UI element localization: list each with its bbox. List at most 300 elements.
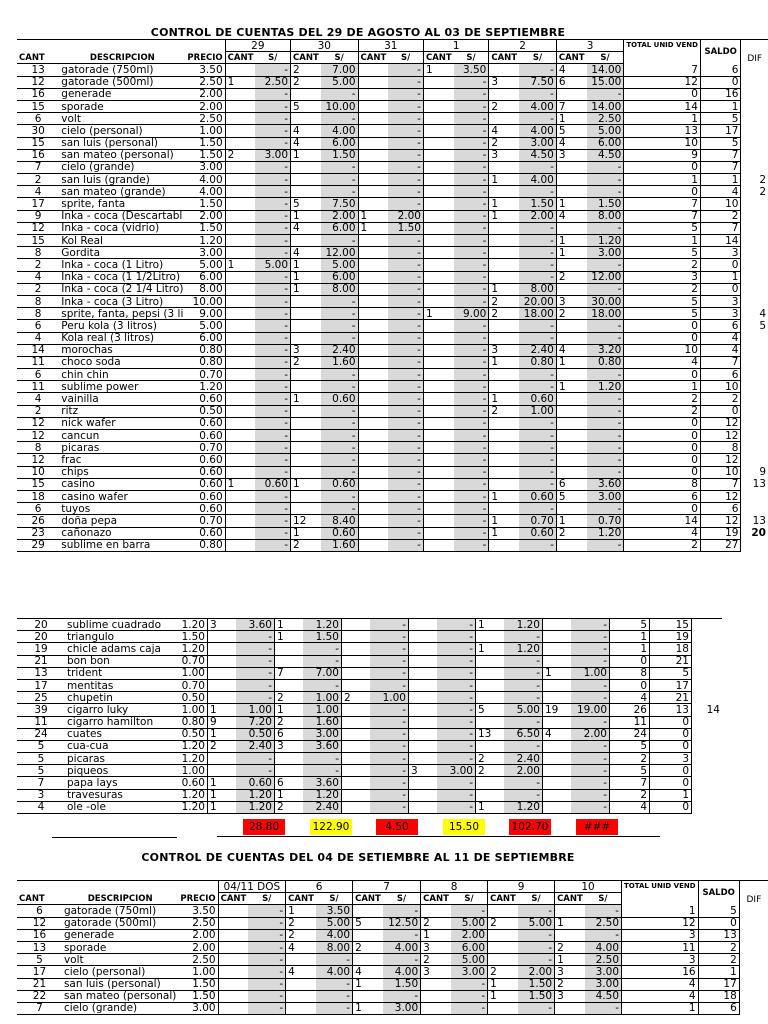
total-unid-vend: 3 (624, 271, 701, 283)
day4-amount: 5.00 (451, 954, 488, 966)
total-unid-vend: 5 (624, 308, 701, 320)
day-header-4: 8 (421, 881, 488, 893)
precio: 1.50 (178, 978, 218, 990)
day4-amount: - (437, 667, 476, 679)
total-unid-vend: 4 (624, 527, 701, 539)
day5-cant (489, 222, 519, 234)
day3-amount: - (370, 765, 409, 777)
day2-cant: 2 (291, 356, 321, 368)
saldo: 2 (700, 393, 741, 405)
saldo: 17 (698, 978, 739, 990)
descripcion: Inka - coca (1 Litro) (59, 259, 185, 271)
day2-cant: 2 (291, 64, 321, 76)
day2-cant: 4 (286, 941, 316, 953)
day2-cant: 3 (275, 740, 304, 752)
day2-amount: - (321, 332, 358, 344)
day1-amount: - (236, 643, 275, 655)
day4-cant (423, 344, 453, 356)
day4-cant (423, 393, 453, 405)
day4-amount: - (451, 1002, 488, 1014)
day4-amount: - (451, 978, 488, 990)
day1-amount: - (255, 235, 290, 247)
day1-amount: - (236, 765, 275, 777)
dif (741, 247, 768, 259)
saldo: 17 (700, 125, 741, 137)
descripcion: Gordita (59, 247, 185, 259)
day6-amount: 6.00 (587, 137, 624, 149)
day4-amount: - (454, 113, 489, 125)
day1-cant (225, 174, 255, 186)
day2-cant (291, 417, 321, 429)
total-unid-vend: 4 (622, 978, 699, 990)
day1-cant: 2 (208, 740, 237, 752)
day1-cant (225, 283, 255, 295)
descripcion: cancun (59, 430, 185, 442)
descripcion: cigarro luky (65, 704, 176, 716)
day1-cant (218, 929, 248, 941)
day5-cant (489, 247, 519, 259)
day1-amount: - (255, 430, 290, 442)
total-unid-vend: 1 (622, 1002, 699, 1014)
dif: 9 (759, 466, 766, 479)
stock-cant: 3 (17, 789, 65, 801)
day2-amount: - (316, 978, 353, 990)
saldo: 6 (698, 1002, 739, 1014)
day6-cant: 5 (556, 125, 586, 137)
day4-amount: - (454, 222, 489, 234)
stock-cant: 24 (17, 728, 65, 740)
day5-amount: - (518, 1002, 555, 1014)
precio: 10.00 (185, 295, 225, 307)
day2-amount: - (303, 655, 342, 667)
day1-amount: - (255, 320, 290, 332)
day1-amount: - (255, 515, 290, 527)
day2-cant (291, 454, 321, 466)
descripcion: Kola real (3 litros) (59, 332, 185, 344)
saldo: 13 (650, 704, 692, 716)
precio: 0.50 (185, 405, 225, 417)
day3-cant (358, 235, 388, 247)
day1-cant (218, 978, 248, 990)
day2-cant: 1 (291, 527, 321, 539)
day4-cant (409, 801, 438, 813)
day1-amount: - (255, 113, 290, 125)
day3-cant (342, 667, 371, 679)
saldo: 4 (700, 186, 741, 198)
day4-cant (423, 405, 453, 417)
day6-cant (543, 716, 572, 728)
total-unid-vend: 5 (624, 222, 701, 234)
day4-cant (423, 478, 453, 490)
precio: 1.50 (178, 990, 218, 1002)
descripcion: ritz (59, 405, 185, 417)
precio: 1.20 (176, 619, 208, 631)
day5-cant (476, 789, 505, 801)
day3-amount: - (388, 64, 423, 76)
day6-cant (556, 405, 586, 417)
day1-amount: - (255, 271, 290, 283)
descripcion: cielo (personal) (59, 125, 185, 137)
day6-cant (556, 283, 586, 295)
day5-cant (489, 466, 519, 478)
day2-cant: 6 (275, 728, 304, 740)
day2-cant (291, 186, 321, 198)
day5-cant (488, 954, 518, 966)
day3-amount: - (383, 929, 421, 941)
table-row (17, 728, 722, 740)
dif (741, 356, 768, 368)
day5-amount: - (519, 235, 556, 247)
saldo: 10 (700, 198, 741, 210)
descripcion: choco soda (59, 356, 185, 368)
day2-amount: 4.00 (316, 966, 353, 978)
descripcion: triangulo (65, 631, 176, 643)
day5-amount: 4.00 (519, 125, 556, 137)
dif-header: DIF (741, 40, 768, 64)
total-unid-vend: 5 (624, 247, 701, 259)
dif (741, 283, 768, 295)
dif (741, 393, 768, 405)
day1-amount: 0.60 (236, 777, 275, 789)
day-header-6: 3 (556, 40, 624, 52)
day1-cant (225, 64, 255, 76)
day3-cant (342, 704, 371, 716)
day6-amount: - (587, 186, 624, 198)
day6-amount: 2.50 (587, 113, 624, 125)
saldo: 3 (700, 308, 741, 320)
saldo: 7 (700, 149, 741, 161)
day-amount-header: S/ (383, 893, 421, 905)
precio: 3.00 (178, 1002, 218, 1014)
day6-amount: 12.00 (587, 271, 624, 283)
day4-cant (409, 716, 438, 728)
day5-amount: 0.80 (519, 356, 556, 368)
saldo: 1 (700, 100, 741, 112)
day4-amount: - (454, 466, 489, 478)
day5-cant (489, 454, 519, 466)
day3-amount: - (370, 740, 409, 752)
dif (741, 235, 768, 247)
day5-amount: - (504, 667, 543, 679)
table-row (17, 174, 768, 186)
saldo: 13 (698, 929, 739, 941)
day2-amount: - (321, 417, 358, 429)
day6-amount: - (571, 753, 610, 765)
day3-amount: - (388, 503, 423, 515)
total-unid-vend: 13 (624, 125, 701, 137)
precio: 1.20 (176, 740, 208, 752)
day2-amount: - (321, 161, 358, 173)
precio: 3.00 (185, 161, 225, 173)
daily-totals-row (0, 817, 768, 839)
saldo: 1 (700, 174, 741, 186)
day5-amount: 3.00 (519, 137, 556, 149)
total-unid-vend: 0 (624, 161, 701, 173)
stock-cant: 16 (17, 149, 59, 161)
day1-cant (218, 917, 248, 929)
descripcion: cielo (grande) (62, 1002, 178, 1014)
descripcion: picaras (59, 442, 185, 454)
day4-cant (423, 430, 453, 442)
saldo: 19 (700, 527, 741, 539)
descripcion: san mateo (personal) (63, 990, 177, 1003)
day1-amount: - (255, 198, 290, 210)
day5-amount: - (518, 954, 555, 966)
day4-amount: - (454, 417, 489, 429)
day5-cant (489, 332, 519, 344)
precio: 0.80 (185, 356, 225, 368)
table-row (17, 527, 768, 539)
day2-cant: 3 (291, 344, 321, 356)
day1-amount: - (255, 454, 290, 466)
day5-amount: - (519, 64, 556, 76)
descripcion: frac (59, 454, 185, 466)
day-header-5: 9 (488, 881, 555, 893)
stock-cant: 11 (17, 716, 65, 728)
day6-amount: - (571, 716, 610, 728)
day3-amount: - (388, 490, 423, 502)
day2-amount: 1.00 (303, 704, 342, 716)
dif: 2 (759, 185, 766, 198)
day6-amount: 19.00 (571, 704, 610, 716)
precio: 0.60 (185, 490, 225, 502)
day6-cant: 3 (555, 966, 585, 978)
day4-cant (421, 978, 451, 990)
totals-underline (217, 836, 660, 837)
day4-amount: - (454, 247, 489, 259)
day-cant-header: CANT (489, 52, 519, 64)
day6-amount: 3.00 (585, 966, 622, 978)
day3-cant: 1 (358, 222, 388, 234)
day3-cant (358, 503, 388, 515)
day6-amount: 30.00 (587, 295, 624, 307)
day5-cant: 1 (489, 210, 519, 222)
dif (741, 381, 768, 393)
day3-cant (358, 405, 388, 417)
day1-amount: - (248, 1002, 285, 1014)
day-cant-header: CANT (218, 893, 248, 905)
precio: 0.70 (185, 369, 225, 381)
total-unid-vend: 5 (610, 619, 650, 631)
day6-cant: 2 (555, 941, 585, 953)
day-amount-header: S/ (519, 52, 556, 64)
day3-amount: - (388, 405, 423, 417)
saldo: 12 (700, 490, 741, 502)
stock-cant: 2 (17, 283, 59, 295)
day4-cant (423, 235, 453, 247)
day1-cant: 1 (208, 777, 237, 789)
day2-amount: - (321, 430, 358, 442)
day6-amount: - (587, 369, 624, 381)
dif (741, 198, 768, 210)
table-row (17, 905, 768, 917)
day1-amount: 1.00 (236, 704, 275, 716)
table-row (17, 765, 722, 777)
day-cant-header: CANT (556, 52, 586, 64)
precio: 2.00 (185, 100, 225, 112)
day2-cant: 5 (291, 100, 321, 112)
day2-cant: 2 (291, 539, 321, 551)
section-2-title: CONTROL DE CUENTAS DEL 04 DE SETIEMBRE AL 11 DE SEPTIEMBRE (141, 851, 575, 864)
day6-cant (543, 740, 572, 752)
day6-amount: - (587, 259, 624, 271)
day5-cant (489, 320, 519, 332)
signature-line (52, 837, 177, 838)
day1-amount: - (255, 369, 290, 381)
saldo: 1 (650, 789, 692, 801)
precio: 1.00 (176, 667, 208, 679)
day6-cant (543, 631, 572, 643)
stock-cant: 2 (17, 259, 59, 271)
dif (739, 1002, 768, 1014)
day3-cant (358, 137, 388, 149)
day5-cant: 2 (488, 917, 518, 929)
day5-cant: 2 (476, 765, 505, 777)
dif (741, 113, 768, 125)
precio: 0.70 (185, 515, 225, 527)
day5-cant: 4 (489, 125, 519, 137)
day2-cant (291, 113, 321, 125)
day4-cant (409, 692, 438, 704)
descripcion: papa lays (65, 777, 176, 789)
day5-cant (489, 417, 519, 429)
dif (692, 801, 723, 813)
day6-cant: 4 (556, 137, 586, 149)
day4-cant (409, 704, 438, 716)
day2-amount: - (321, 295, 358, 307)
day3-amount: - (388, 369, 423, 381)
day5-amount: 7.50 (519, 76, 556, 88)
total-unid-vend: 26 (610, 704, 650, 716)
saldo: 18 (698, 990, 739, 1002)
table-row (17, 369, 768, 381)
stock-cant: 2 (17, 405, 59, 417)
day6-amount: 3.00 (587, 247, 624, 259)
day4-cant (423, 369, 453, 381)
table-row (17, 1002, 768, 1014)
stock-cant: 19 (17, 643, 65, 655)
descripcion: generade (59, 88, 185, 100)
day5-amount: 1.00 (519, 405, 556, 417)
day5-amount: - (519, 369, 556, 381)
day4-amount: - (437, 655, 476, 667)
day6-amount: - (587, 174, 624, 186)
stock-cant: 17 (17, 679, 65, 691)
day6-cant (556, 320, 586, 332)
stock-cant: 8 (17, 247, 59, 259)
day3-cant: 1 (353, 1002, 383, 1014)
day2-amount: 8.00 (321, 283, 358, 295)
stock-cant: 6 (17, 369, 59, 381)
day2-cant (291, 503, 321, 515)
table-row (17, 210, 768, 222)
day3-cant (358, 308, 388, 320)
day5-cant (476, 740, 505, 752)
day5-cant (489, 478, 519, 490)
day2-cant (275, 643, 304, 655)
day5-amount: 8.00 (519, 283, 556, 295)
day6-cant: 2 (555, 978, 585, 990)
day2-amount: - (321, 174, 358, 186)
stock-cant: 39 (17, 704, 65, 716)
day2-amount: 0.60 (321, 393, 358, 405)
day1-amount: 2.40 (236, 740, 275, 752)
day2-cant: 1 (291, 259, 321, 271)
day1-amount: 2.50 (255, 76, 290, 88)
day2-amount: 0.60 (321, 527, 358, 539)
table-row (17, 430, 768, 442)
day-cant-header: CANT (291, 52, 321, 64)
saldo: 5 (698, 905, 739, 917)
day6-cant (556, 503, 586, 515)
day2-amount: - (303, 679, 342, 691)
day3-amount: - (370, 753, 409, 765)
day2-amount: - (321, 186, 358, 198)
total-unid-vend: 0 (624, 442, 701, 454)
descripcion: cuates (65, 728, 176, 740)
stock-cant: 21 (17, 655, 65, 667)
stock-cant: 14 (17, 344, 59, 356)
day3-amount: - (388, 393, 423, 405)
day4-cant: 3 (421, 966, 451, 978)
dif (692, 643, 723, 655)
day5-amount: - (504, 740, 543, 752)
day2-cant: 5 (291, 198, 321, 210)
precio: 6.00 (185, 271, 225, 283)
descripcion: Inka - coca (3 Litro) (59, 295, 185, 307)
day-total-6: ### (576, 819, 618, 835)
day5-amount: - (519, 259, 556, 271)
saldo: 15 (650, 619, 692, 631)
day6-cant: 6 (556, 76, 586, 88)
day1-amount: - (255, 466, 290, 478)
day3-cant (358, 149, 388, 161)
day4-amount: 9.00 (454, 308, 489, 320)
day4-cant (423, 295, 453, 307)
day-cant-header: CANT (286, 893, 316, 905)
dif (739, 978, 768, 990)
day4-cant (423, 113, 453, 125)
precio: 1.00 (176, 704, 208, 716)
day1-cant: 1 (208, 728, 237, 740)
day6-cant: 1 (555, 954, 585, 966)
day6-cant (543, 619, 572, 631)
total-unid-vend: 0 (610, 679, 650, 691)
day5-cant (488, 941, 518, 953)
day6-cant: 1 (543, 667, 572, 679)
day1-cant (225, 405, 255, 417)
day6-amount: - (587, 161, 624, 173)
table-row (17, 619, 722, 631)
day2-amount: 4.00 (316, 929, 353, 941)
table-row (17, 344, 768, 356)
precio: 1.50 (185, 198, 225, 210)
day1-amount: - (236, 667, 275, 679)
precio: 5.00 (185, 320, 225, 332)
day2-cant: 4 (291, 247, 321, 259)
day5-amount: 2.00 (504, 765, 543, 777)
total-unid-vend-header: TOTAL UNID VEND (622, 881, 699, 905)
table-row (17, 679, 722, 691)
day5-cant: 13 (476, 728, 505, 740)
day6-cant: 6 (556, 478, 586, 490)
day2-cant (291, 490, 321, 502)
day4-cant (423, 149, 453, 161)
day6-cant: 1 (555, 917, 585, 929)
day6-cant (556, 369, 586, 381)
day3-amount: 1.50 (383, 978, 421, 990)
day-header-2: 30 (291, 40, 359, 52)
